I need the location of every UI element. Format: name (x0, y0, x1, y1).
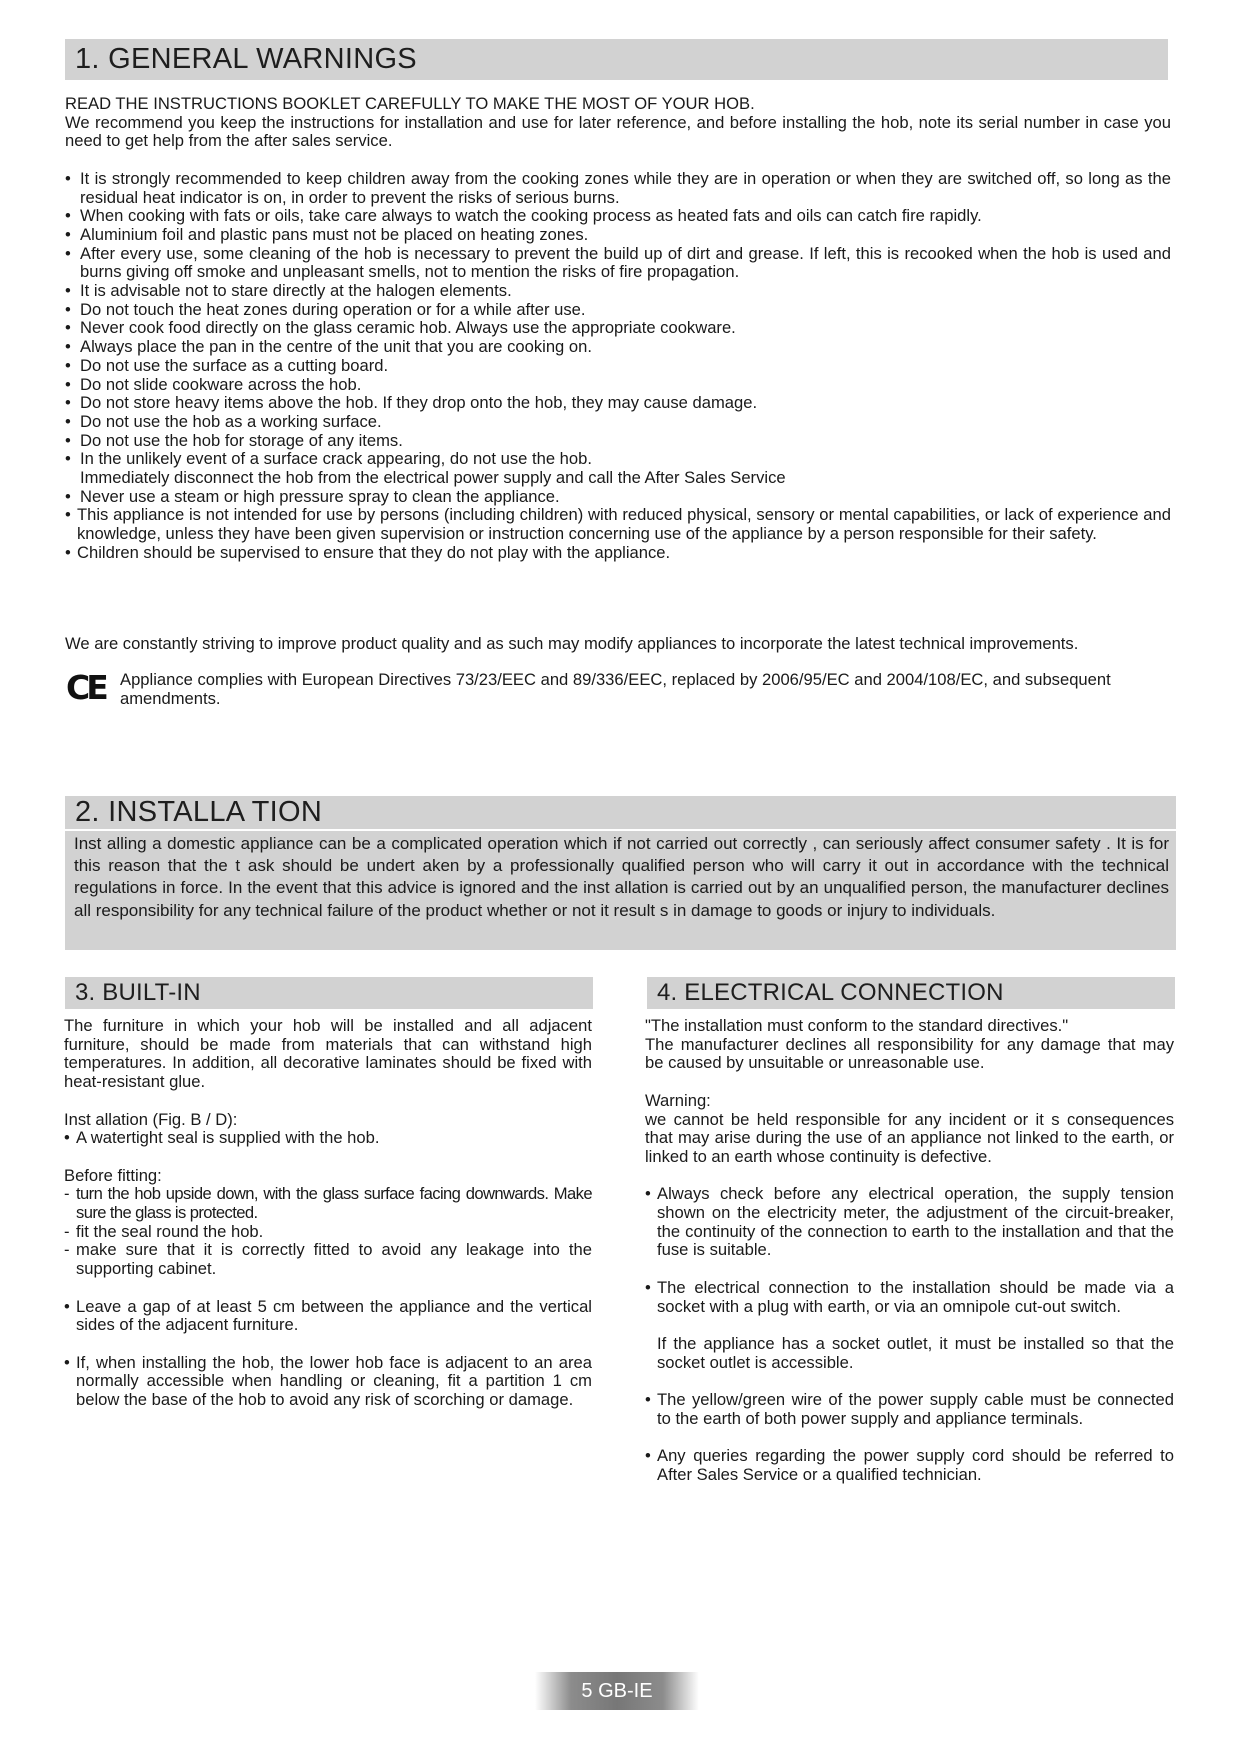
intro-paragraph: We recommend you keep the instructions for installation and use for later reference, and before installing the hob, note its serial number in case you need to get help from the after sales service. (65, 112, 1171, 151)
warning-item: • Do not touch the heat zones during operation or for a while after use. (65, 299, 586, 319)
warning-item: • Never use a steam or high pressure spray to clean the appliance. (65, 486, 560, 506)
warning-item: • This appliance is not intended for use by persons (including children) with reduced physical, sensory or mental capabilities, or lack of experience and knowledge, unless they have been given supervision or instruction concerning use of the appliance by a person responsible for their safety. (65, 505, 1171, 544)
warning-label: Warning: (645, 1090, 711, 1110)
ce-mark-icon: CE (66, 668, 105, 707)
built-in-item: • Leave a gap of at least 5 cm between the appliance and the vertical sides of the adjacent furniture. (64, 1296, 592, 1335)
electrical-item: • Any queries regarding the power supply cord should be referred to After Sales Service or a qualified technician. (645, 1446, 1174, 1484)
warning-item: • Do not store heavy items above the hob. If they drop onto the hob, they may cause damage. (65, 393, 758, 413)
warning-item: • Never cook food directly on the glass ceramic hob. Always use the appropriate cookware. (65, 318, 736, 338)
warning-item: • Children should be supervised to ensure that they do not play with the appliance. (65, 542, 671, 562)
installation-label: Inst allation (Fig. B / D): (64, 1109, 238, 1129)
warning-item: • Always place the pan in the centre of the unit that you are cooking on. (65, 337, 592, 357)
installation-text: Inst alling a domestic appliance can be a complicated operation which if not carried out correctly , can seriously affect consumer safety . It is for this reason that the t ask should be undert aken by a professionally qualified person who will carry it out in accordance with the technical regulations in force. In the event that this advice is ignored and the inst allation is carried out by an unqualified person, the manufacturer declines all responsibility for any technical failure of the product whether or not it result s in damage to goods or injury to individuals. (74, 834, 1169, 920)
warning-item: • It is strongly recommended to keep children away from the cooking zones while they are in operation or when they are switched off, so long as the residual heat indicator is on, in order to prevent the risks of serious burns. (65, 168, 1171, 207)
electrical-item: • Always check before any electrical operation, the supply tension shown on the electricity meter, the adjustment of the circuit-breaker, the continuity of the connection to earth to the installation and that the fuse is suitable. (645, 1184, 1174, 1260)
built-in-item: • A watertight seal is supplied with the hob. (64, 1128, 380, 1148)
installation-heading: 2. INSTALLA TION (65, 796, 1176, 829)
warning-item: • In the unlikely event of a surface crack appearing, do not use the hob. (65, 449, 592, 469)
built-in-intro: The furniture in which your hob will be installed and all adjacent furniture, should be made from materials that can withstand high temperatures. In addition, all decorative laminates should be fixed with heat-resistant glue. (64, 1016, 592, 1092)
standard-directives-line: "The installation must conform to the standard directives." (645, 1016, 1069, 1035)
manufacturer-disclaimer: The manufacturer declines all responsibility for any damage that may be caused by unsuitable or unreasonable use. (645, 1034, 1174, 1073)
built-in-item: • If, when installing the hob, the lower hob face is adjacent to an area normally accessible when handling or cleaning, fit a partition 1 cm below the base of the hob to avoid any risk of scorching or damage. (64, 1352, 592, 1409)
warning-item: • It is advisable not to stare directly at the halogen elements. (65, 281, 512, 301)
general-warnings-heading: 1. GENERAL WARNINGS (65, 39, 1168, 80)
built-in-heading: 3. BUILT-IN (65, 977, 593, 1009)
warning-item: • Do not use the hob as a working surface. (65, 411, 382, 431)
warning-item: • Do not use the hob for storage of any items. (65, 430, 403, 450)
fitting-step: - turn the hob upside down, with the glass surface facing downwards. Make sure the glass is protected. (64, 1184, 592, 1222)
electrical-item: • The yellow/green wire of the power supply cable must be connected to the earth of both power supply and appliance terminals. (645, 1389, 1174, 1428)
warning-item: • Aluminium foil and plastic pans must not be placed on heating zones. (65, 224, 589, 244)
warning-item-continuation: Immediately disconnect the hob from the electrical power supply and call the After Sales Service (80, 468, 786, 488)
socket-note: If the appliance has a socket outlet, it must be installed so that the socket outlet is accessible. (657, 1333, 1174, 1372)
built-in-body (64, 1017, 592, 1410)
before-fitting-label: Before fitting: (64, 1165, 162, 1185)
fitting-step: - make sure that it is correctly fitted to avoid any leakage into the supporting cabinet. (64, 1240, 592, 1279)
electrical-item: • The electrical connection to the installation should be made via a socket with a plug with earth, or via an omnipole cut-out switch. (645, 1277, 1174, 1316)
warning-item: • Do not use the surface as a cutting board. (65, 355, 389, 375)
page-number: 5 GB-IE (535, 1672, 699, 1710)
general-warnings-body (65, 95, 1171, 563)
electrical-connection-body (645, 1017, 1174, 1484)
warning-item: • After every use, some cleaning of the hob is necessary to prevent the build up of dirt and grease. If left, this is recooked when the hob is used and burns giving off smoke and unpleasant smells, not to mention the risks of fire propagation. (65, 243, 1171, 282)
ce-compliance-text: Appliance complies with European Directives 73/23/EEC and 89/336/EEC, replaced by 2006/95/EC and 2004/108/EC, and subsequent amendments. (120, 670, 1111, 708)
warning-item: • When cooking with fats or oils, take care always to watch the cooking process as heated fats and oils can catch fire rapidly. (65, 206, 982, 226)
warning-text: we cannot be held responsible for any incident or it s consequences that may arise during the use of an appliance not linked to the earth, or linked to an earth whose continuity is defective. (645, 1109, 1174, 1166)
fitting-step: - fit the seal round the hob. (64, 1221, 264, 1241)
electrical-connection-heading: 4. ELECTRICAL CONNECTION (647, 977, 1175, 1009)
intro-line: READ THE INSTRUCTIONS BOOKLET CAREFULLY TO MAKE THE MOST OF YOUR HOB. (65, 94, 755, 113)
improvement-note: We are constantly striving to improve product quality and as such may modify appliances to incorporate the latest technical improvements. (65, 634, 1079, 653)
warning-item: • Do not slide cookware across the hob. (65, 374, 362, 394)
